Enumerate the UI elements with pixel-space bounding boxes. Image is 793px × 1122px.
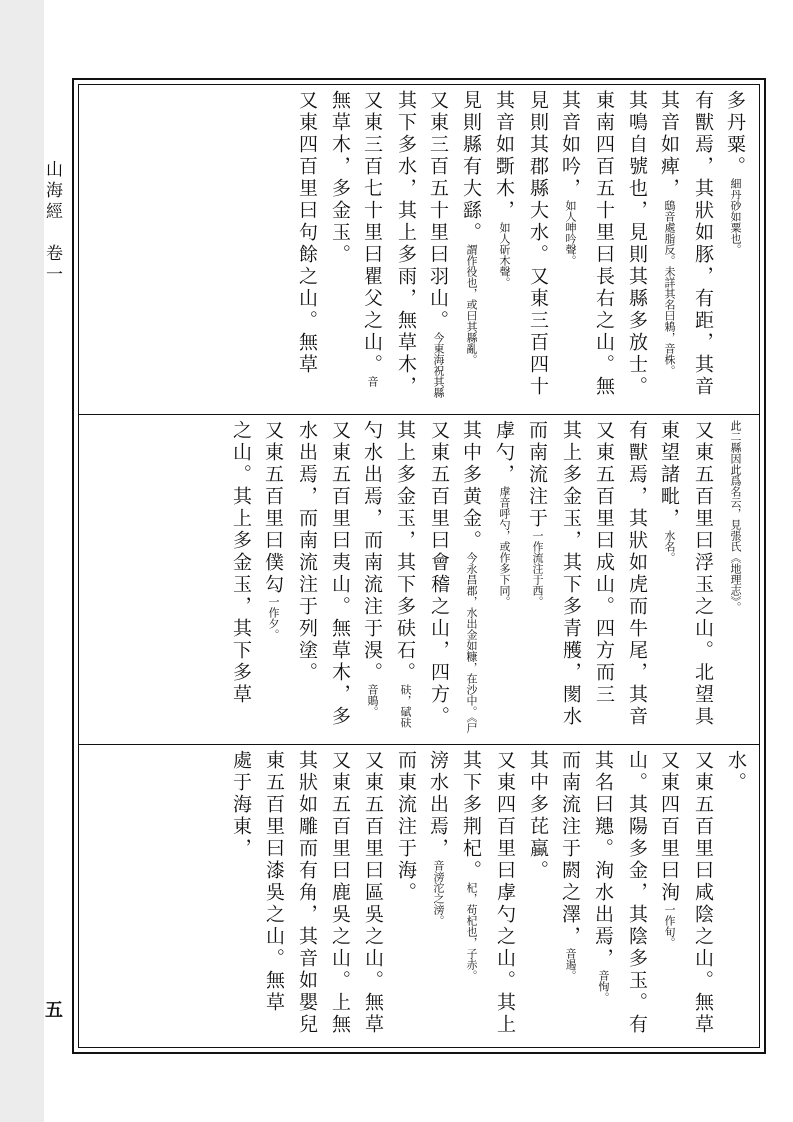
- commentary-note: 虖音呼勺，或作多下同。: [498, 486, 511, 607]
- main-text: 有獸焉，其狀如虎而牛尾，其音: [626, 420, 648, 728]
- running-head: 山海經 卷一: [42, 160, 62, 286]
- commentary-note: 音遏。: [564, 948, 577, 981]
- commentary-note: 水名。: [663, 530, 676, 563]
- text-column: [356, 420, 389, 738]
- text-column: [224, 750, 257, 1044]
- main-text: 其狀如雕而有角，其音如嬰兒: [296, 750, 318, 1036]
- text-column: [323, 90, 356, 408]
- text-column: [620, 420, 653, 738]
- main-text: 其音如吟，: [559, 90, 581, 200]
- main-text: 處于海東，: [230, 750, 252, 860]
- main-text: 其中多黄金。: [460, 420, 482, 552]
- commentary-note: 音鵙。: [366, 684, 379, 717]
- text-column: [290, 420, 323, 738]
- main-text: 其音如痺，: [658, 90, 680, 200]
- text-column: [620, 750, 653, 1044]
- main-text: 東五百里曰漆吳之山。無草: [263, 750, 285, 1014]
- main-text: 又東五百里曰浮玉之山。北望具: [692, 420, 714, 728]
- text-column: [356, 750, 389, 1044]
- main-text: 而東流注于海。: [395, 750, 417, 904]
- text-column: [290, 750, 323, 1044]
- band-divider-upper: [78, 414, 760, 415]
- main-text: 又東四百里曰虖勺之山。其上: [494, 750, 516, 1036]
- main-text: 東南四百五十里曰長右之山。無: [593, 90, 615, 398]
- commentary-note: 音: [366, 376, 379, 387]
- text-column: [653, 420, 686, 738]
- main-text: 滂水出焉，: [427, 750, 449, 860]
- main-text: 又東三百五十里曰羽山。: [427, 90, 449, 332]
- text-column: [488, 90, 521, 408]
- main-text: 又東五百里曰區吳之山。無草: [362, 750, 384, 1036]
- page-number: 五: [45, 1000, 63, 1021]
- main-text: 又東三百七十里曰瞿父之山。: [361, 90, 383, 376]
- commentary-note: 如人呻吟聲。: [564, 200, 577, 266]
- text-column: [488, 420, 521, 738]
- main-text: 其名曰䍺。洵水出焉，: [592, 750, 614, 970]
- text-column: [257, 750, 290, 1044]
- main-text: 又東五百里曰會稽之山，四方。: [428, 420, 450, 728]
- main-text: 又東五百里曰僕勾: [262, 420, 284, 596]
- text-column: [653, 750, 686, 1044]
- commentary-note: 細丹砂如粟也。: [729, 178, 742, 255]
- main-text: 其中多芘蠃。: [527, 750, 549, 882]
- main-text: 又東四百里曰洵: [658, 750, 680, 904]
- text-column: [521, 90, 554, 408]
- main-text: 其下多水，其上多雨，無草木，: [395, 90, 417, 398]
- main-text: 水出焉，而南流注于列塗。: [296, 420, 318, 684]
- main-text: 其下多荆杞。: [460, 750, 482, 882]
- main-text: 無草木，多金玉。: [329, 90, 351, 266]
- commentary-note: 砆，碔砆: [399, 684, 412, 728]
- main-text: 虖勺，: [493, 420, 515, 486]
- text-column: [686, 420, 719, 738]
- text-column: [686, 90, 719, 408]
- text-column: [587, 420, 620, 738]
- text-column: [554, 750, 587, 1044]
- commentary-note: 一作旬。: [663, 904, 676, 948]
- text-column: [521, 420, 554, 738]
- commentary-note: 音滂沱之滂。: [432, 860, 445, 926]
- main-text: 而南流注于閼之澤，: [559, 750, 581, 948]
- commentary-note: 謂作役也，或曰其縣亂。: [465, 244, 478, 365]
- main-text: 又東五百里曰成山。四方而三: [593, 420, 615, 706]
- text-column: [653, 90, 686, 408]
- main-text: 多丹粟。: [724, 90, 746, 178]
- text-column: [554, 90, 587, 408]
- text-column: [389, 420, 422, 738]
- text-column: [719, 420, 752, 738]
- main-text: 見則其郡縣大水。又東三百四十: [527, 90, 549, 398]
- text-column: [422, 420, 455, 738]
- main-text: 又東五百里曰鹿吳之山。上無: [329, 750, 351, 1036]
- text-column: [455, 420, 488, 738]
- main-text: 水。: [725, 750, 747, 794]
- text-column: [587, 750, 620, 1044]
- text-column: [422, 750, 455, 1044]
- text-column: [554, 420, 587, 738]
- text-column: [290, 90, 323, 408]
- text-column: [422, 90, 455, 408]
- main-text: 見則縣有大繇。: [460, 90, 482, 244]
- commentary-note: 杞，苟杞也，子赤。: [465, 882, 478, 981]
- main-text: 勺水出焉，而南流注于湨。: [361, 420, 383, 684]
- band-divider-lower: [78, 744, 760, 745]
- text-column: [389, 90, 422, 408]
- text-band-middle: [84, 420, 752, 738]
- text-column: [587, 90, 620, 408]
- commentary-note: 鴟音處脂反。未詳其名曰鴸，音株。: [663, 200, 676, 376]
- main-text: 東望諸毗，: [658, 420, 680, 530]
- main-text: 而南流注于: [526, 420, 548, 530]
- main-text: 山。其陽多金，其陰多玉。有: [626, 750, 648, 1036]
- text-column: [719, 750, 752, 1044]
- main-text: 有獸焉，其狀如豚，有距，其音: [692, 90, 714, 398]
- main-text: 又東四百里曰句餘之山。無草: [296, 90, 318, 376]
- main-text: 之山。其上多金玉，其下多草: [230, 420, 252, 706]
- text-column: [455, 750, 488, 1044]
- text-column: [620, 90, 653, 408]
- text-column: [323, 420, 356, 738]
- text-column: [323, 750, 356, 1044]
- main-text: 其鳴自號也，見則其縣多放士。: [626, 90, 648, 398]
- text-band-upper: [84, 90, 752, 408]
- text-column: [257, 420, 290, 738]
- commentary-note: 今永昌郡，水出金如糠，在沙中。《尸: [465, 552, 478, 734]
- main-text: 其音如斲木，: [493, 90, 515, 222]
- commentary-note: 今東海祝其縣: [432, 332, 445, 398]
- text-column: [389, 750, 422, 1044]
- text-column: [521, 750, 554, 1044]
- text-column: [488, 750, 521, 1044]
- text-band-lower: [84, 750, 752, 1044]
- text-column: [455, 90, 488, 408]
- main-text: 又東五百里曰夷山。無草木，多: [329, 420, 351, 728]
- text-column: [719, 90, 752, 408]
- main-text: 其上多金玉，其下多青雘，閡水: [560, 420, 582, 728]
- text-column: [356, 90, 389, 408]
- main-text: 其上多金玉，其下多砆石。: [394, 420, 416, 684]
- commentary-note: 一作流注于西。: [531, 530, 544, 607]
- commentary-note: 音恂。: [597, 970, 610, 1003]
- commentary-note: 一作夕。: [267, 596, 280, 640]
- text-column: [224, 420, 257, 738]
- commentary-note: 此二縣因此爲名云，見張氏《地理志》。: [729, 420, 742, 613]
- text-column: [686, 750, 719, 1044]
- commentary-note: 如人斫木聲。: [498, 222, 511, 288]
- main-text: 又東五百里曰咸陰之山。無草: [692, 750, 714, 1036]
